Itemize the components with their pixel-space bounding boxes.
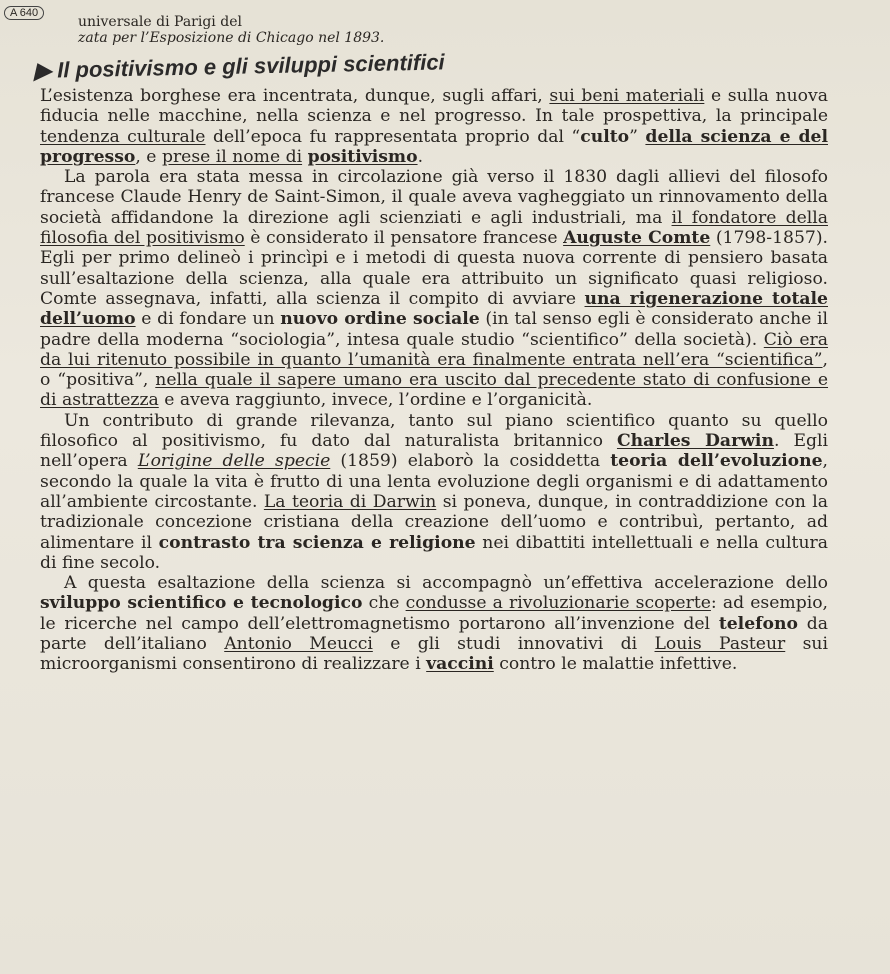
text-run: il fondatore della filosofia del positivismo — [40, 207, 828, 249]
text-run: nei dibattiti intellettuali e nella cultura di fine secolo. — [40, 532, 828, 573]
text-run: tendenza culturale — [40, 126, 206, 147]
text-run: nella quale il sapere umano era uscito dal precedente stato di confusione e di astrattezza — [40, 370, 829, 411]
text-run: La teoria di Darwin — [263, 491, 437, 512]
text-run: e gli studi innovativi di — [372, 634, 655, 655]
page-code-badge: A 640 — [4, 6, 44, 20]
body-text — [40, 86, 828, 675]
text-run: della scienza e del progresso — [40, 126, 828, 167]
text-run: contro le malattie infettive. — [493, 654, 738, 675]
text-run: sviluppo scientifico e tecnologico — [40, 593, 363, 614]
text-run: culto — [580, 126, 630, 147]
caption-fragment-line-2: zata per l’Esposizione di Chicago nel 1893. — [78, 30, 385, 46]
text-run: è considerato il pensatore francese — [244, 228, 564, 249]
text-run: . — [417, 146, 424, 167]
paragraph — [40, 573, 828, 674]
text-run: (1798-1857). Egli per primo delineò i princìpi e i metodi di questa nuova corrente di pensiero basata sull’esaltazione della scienza, alla quale era attribuito un significato quasi religioso. Comte assegnava, infatti, alla scienza il compito di avviare — [40, 228, 828, 309]
text-run: e di fondare un — [135, 309, 281, 330]
caption-fragment-line-1: universale di Parigi del — [78, 14, 242, 30]
text-run: : ad esempio, le ricerche nel campo dell’elettromagnetismo portarono all’invenzione del — [40, 593, 829, 634]
text-run: prese il nome di — [161, 146, 303, 167]
text-run: ” — [629, 126, 646, 147]
text-run: L’esistenza borghese era incentrata, dunque, sugli affari, — [40, 86, 550, 106]
text-run: positivismo — [307, 146, 418, 167]
section-title-text: Il positivismo e gli sviluppi scientifici — [56, 49, 445, 83]
text-run: Ciò era da lui ritenuto possibile in quanto l’umanità era finalmente entrata nell’era “scientifica” — [40, 329, 829, 370]
text-run: condusse a rivoluzionarie scoperte — [405, 593, 711, 614]
text-run: Louis Pasteur — [654, 634, 786, 655]
text-run: , o “positiva”, — [40, 349, 828, 391]
text-run: Un contributo di grande rilevanza, tanto sul piano scientifico quanto su quello filosofico al positivismo, fu dato dal naturalista britannico — [40, 410, 828, 452]
section-title — [34, 49, 445, 84]
paragraph — [40, 411, 828, 573]
text-run: nuovo ordine sociale — [280, 309, 480, 330]
text-run: vaccini — [426, 654, 494, 675]
text-run: da parte dell’italiano — [40, 613, 828, 655]
text-run: teoria dell’evoluzione — [610, 451, 823, 472]
text-run: A questa esaltazione della scienza si accompagnò un’effettiva accelerazione dello — [64, 573, 828, 594]
text-run: sui beni materiali — [549, 86, 705, 106]
text-run: si poneva, dunque, in contraddizione con la tradizionale concezione cristiana della creazione dell’uomo e contribuì, pertanto, ad alimentare il — [40, 491, 828, 553]
bullet-icon: ▶ — [34, 57, 52, 83]
text-run: . Egli nell’opera — [40, 431, 828, 472]
text-run: che — [362, 593, 406, 614]
text-run: e aveva raggiunto, invece, l’ordine e l’organicità. — [158, 390, 593, 411]
text-run: (1859) elaborò la cosiddetta — [330, 451, 611, 472]
text-run: Antonio Meucci — [224, 634, 373, 655]
text-run: telefono — [718, 613, 798, 634]
text-run: dell’epoca fu rappresentata proprio dal “ — [205, 126, 581, 147]
text-run: (in tal senso egli è considerato anche il padre della moderna “sociologia”, intesa quale studio “scientifico” della società). — [40, 309, 828, 350]
text-run: Charles Darwin — [616, 431, 774, 452]
text-run: contrasto tra scienza e religione — [158, 532, 476, 553]
text-run: L’origine delle specie — [137, 451, 331, 472]
text-run: , e — [135, 146, 162, 167]
text-run: e sulla nuova fiducia nelle macchine, nella scienza e nel progresso. In tale prospettiva, la principale — [40, 86, 828, 127]
paragraph — [40, 167, 828, 411]
text-run: sui microorganismi consentirono di realizzare i — [40, 634, 828, 675]
text-run: Auguste Comte — [563, 228, 711, 249]
text-run: La parola era stata messa in circolazione già verso il 1830 dagli allievi del filosofo francese Claude Henry de Saint-Simon, il quale aveva vagheggiato un rinnovamento della società affidandone la direzione agli scienziati e agli industriali, ma — [40, 167, 828, 228]
text-run: una rigenerazione totale dell’uomo — [40, 288, 828, 330]
text-run: , secondo la quale la vita è frutto di una lenta evoluzione degli organismi e di adattamento all’ambiente circostante. — [40, 451, 828, 512]
paragraph — [40, 86, 828, 167]
